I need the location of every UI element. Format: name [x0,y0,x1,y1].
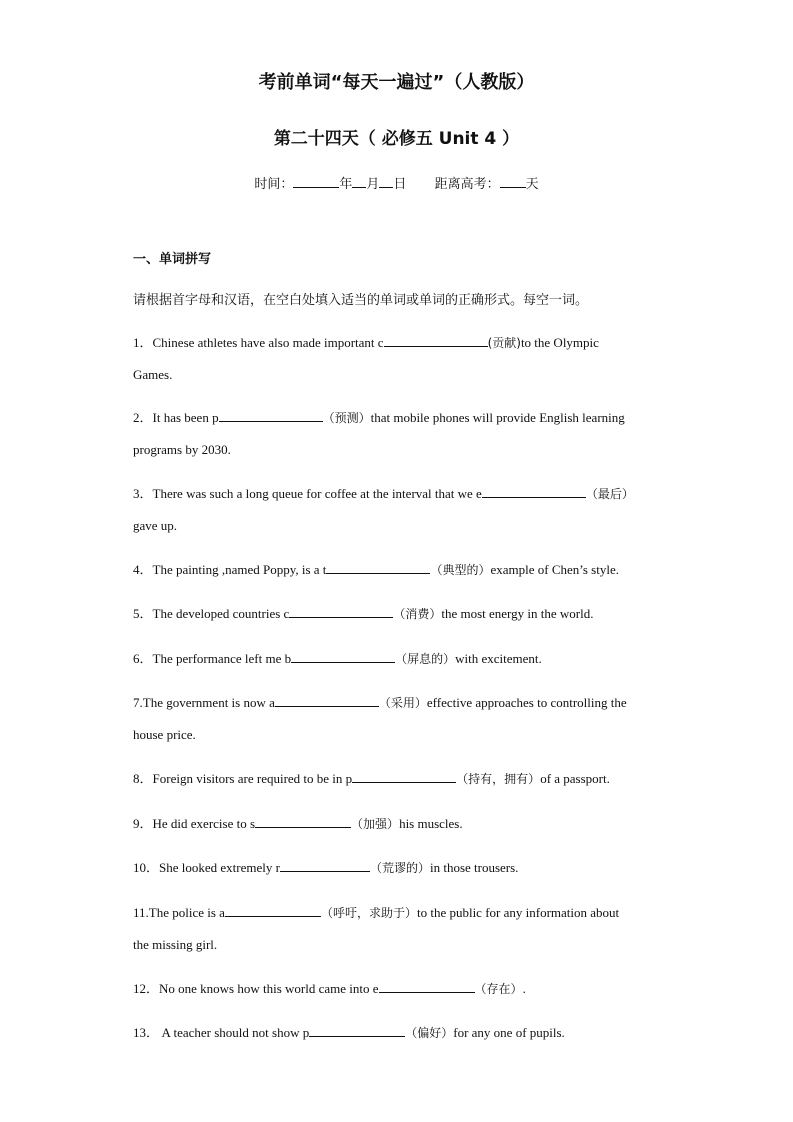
section-heading: 一、单词拼写 [133,252,212,267]
month-blank[interactable] [352,175,366,188]
answer-blank[interactable] [309,1025,405,1037]
month-label: 月 [366,177,380,192]
answer-blank[interactable] [379,981,475,993]
question-item: 11.The police is a （呼吁，求助于）to the public for any information about the missing girl. [133,905,620,952]
answer-blank[interactable] [255,816,351,828]
day-label: 日 [393,177,407,192]
question-item: 12．No one knows how this world came into e （存在）. [133,981,526,996]
answer-blank[interactable] [280,860,370,872]
answer-blank[interactable] [219,410,323,422]
question-item: 8．Foreign visitors are required to be in p （持有，拥有）of a passport. [133,771,610,786]
days-blank[interactable] [500,175,526,188]
question-item: 1．Chinese athletes have also made important c (贡献)to the Olympic Games. [133,335,599,382]
answer-blank[interactable] [289,606,393,618]
worksheet-subtitle: 第二十四天（ 必修五 Unit 4 ） [273,129,520,149]
answer-blank[interactable] [291,651,395,663]
answer-blank[interactable] [384,335,488,347]
question-item: 6．The performance left me b （屏息的）with excitement. [133,651,542,666]
question-item: 13． A teacher should not show p （偏好）for any one of pupils. [133,1025,565,1040]
worksheet-title: 考前单词“每天一遍过”（人教版） [258,72,535,93]
question-item: 5．The developed countries c （消费）the most energy in the world. [133,606,594,621]
answer-blank[interactable] [225,905,321,917]
year-label: 年 [339,177,353,192]
question-item: 3．There was such a long queue for coffee at the interval that we e （最后） gave up. [133,486,634,533]
question-item: 7.The government is now a （采用）effective approaches to controlling the house price. [133,695,627,742]
days-label: 天 [525,177,539,192]
question-item: 2．It has been p （预测）that mobile phones will provide English learning programs by 2030. [133,410,625,457]
time-label: 时间： [254,177,294,192]
instruction-text: 请根据首字母和汉语，在空白处填入适当的单词或单词的正确形式。每空一词。 [133,293,589,308]
year-blank[interactable] [293,175,339,188]
question-item: 10．She looked extremely r （荒谬的）in those trousers. [133,860,519,875]
answer-blank[interactable] [352,771,456,783]
countdown-label: 距离高考： [434,177,500,192]
day-blank[interactable] [379,175,393,188]
question-item: 4．The painting ,named Poppy, is a t （典型的）example of Chen’s style. [133,562,619,577]
answer-blank[interactable] [326,562,430,574]
answer-blank[interactable] [275,695,379,707]
question-item: 9．He did exercise to s （加强）his muscles. [133,816,463,831]
answer-blank[interactable] [482,486,586,498]
date-line [0,173,793,192]
